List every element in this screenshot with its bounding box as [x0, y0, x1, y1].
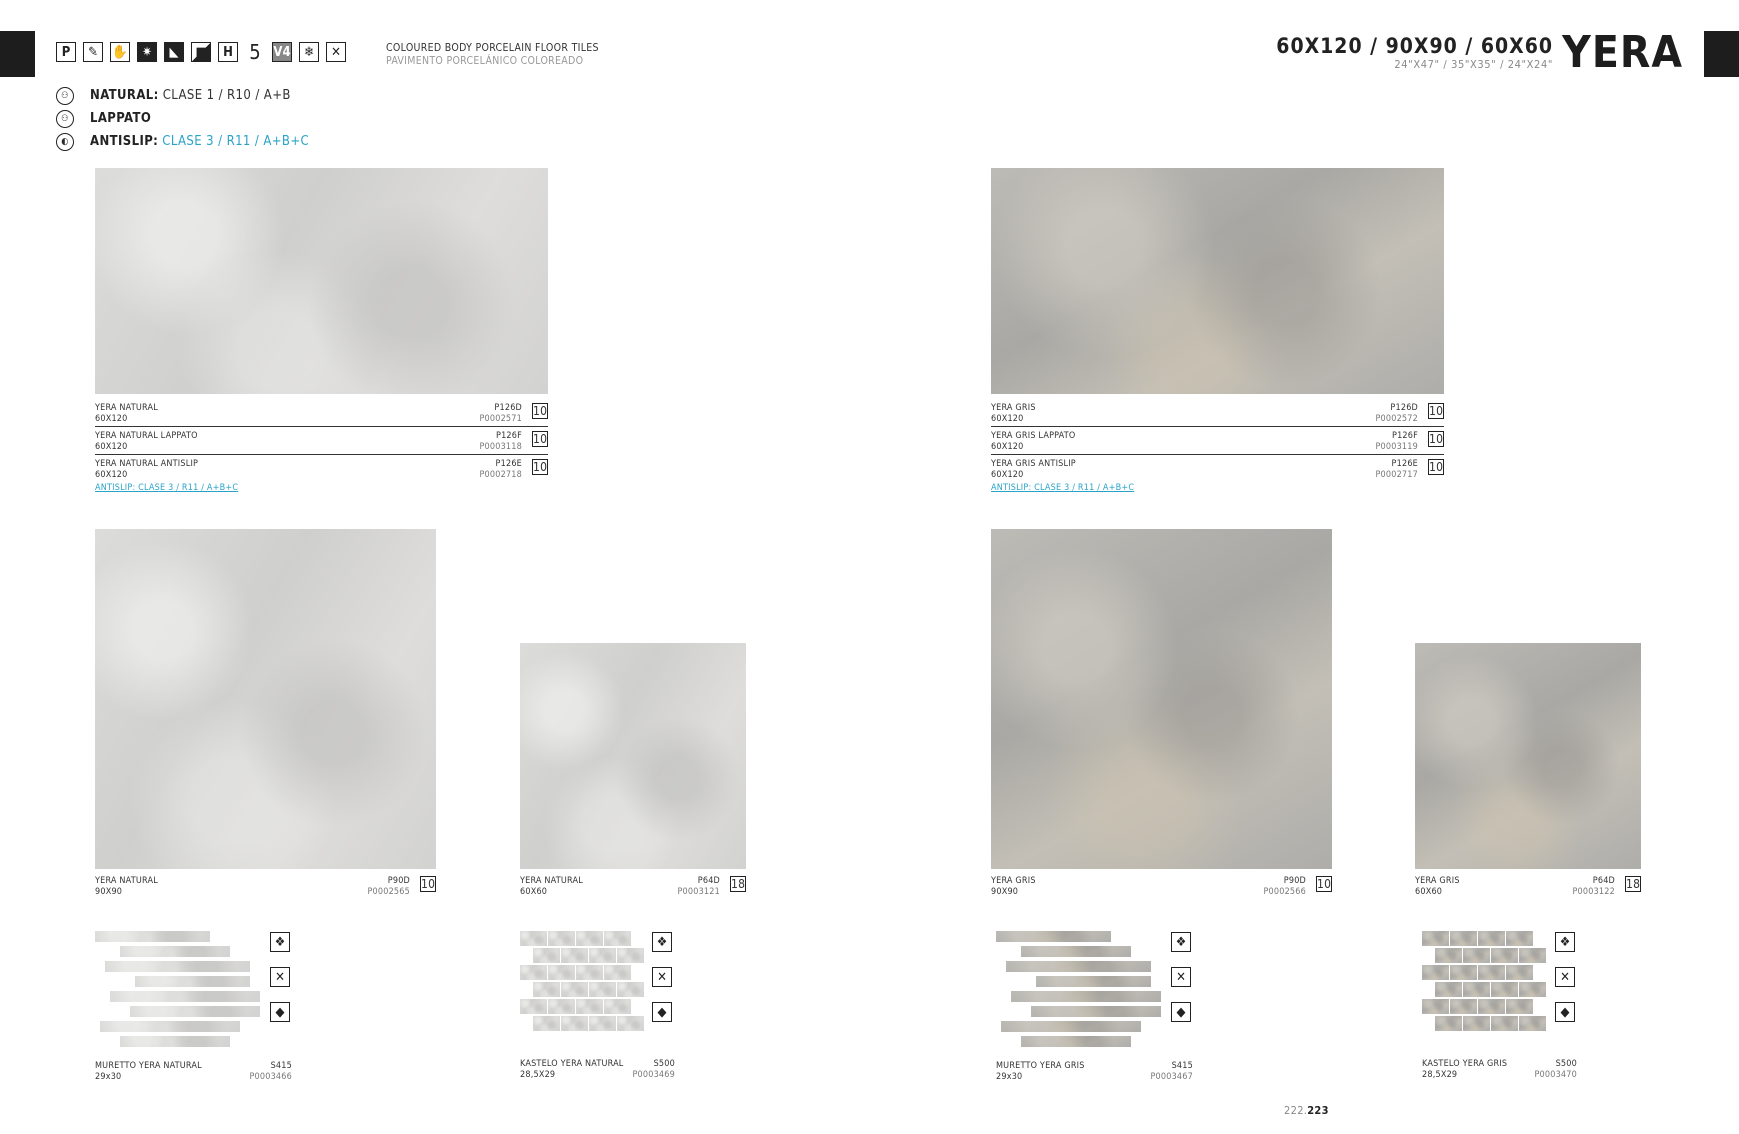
- product-name: YERA GRIS LAPPATO: [991, 431, 1076, 441]
- mosaic-brick: [1519, 1016, 1546, 1031]
- mosaic-size: 28,5X29: [1422, 1069, 1458, 1080]
- foot-icon: ◐: [56, 133, 74, 151]
- thickness-icon: 5: [249, 40, 261, 64]
- formats-cm: 60X120 / 90X90 / 60X60: [1276, 34, 1553, 58]
- p-icon: P: [56, 42, 76, 62]
- product-size: 60X120: [95, 441, 128, 452]
- mosaic-brick: [561, 1016, 588, 1031]
- mosaic-brick: [548, 965, 575, 980]
- mosaic-brick: [533, 1016, 560, 1031]
- product-name-block: [95, 403, 158, 424]
- mosaic-brick: [604, 965, 631, 980]
- product-code: P126D: [494, 403, 522, 413]
- pieces-per-box: 10: [1429, 404, 1444, 418]
- product-size: 90X90: [95, 886, 123, 897]
- product-code-block: [479, 403, 522, 424]
- diamonds-icon: ◆: [1555, 1002, 1575, 1022]
- pieces-per-box: 10: [1317, 877, 1332, 891]
- mosaic-brick: [548, 999, 575, 1014]
- product-ref: P0002572: [1375, 413, 1418, 424]
- mosaic-icons: [1555, 932, 1575, 1037]
- product-description: [386, 42, 599, 67]
- chemical-icon: ◩: [191, 42, 211, 62]
- mosaic-brick: [1519, 982, 1546, 997]
- pieces-per-box: 10: [1429, 432, 1444, 446]
- product-name-block: [1415, 876, 1460, 897]
- legend-natural: ⚇ NATURAL: CLASE 1 / R10 / A+B: [56, 84, 309, 107]
- frost-icon: ✷: [137, 42, 157, 62]
- product-row: [991, 400, 1444, 426]
- mosaic-pattern-icon: ❖: [1171, 932, 1191, 952]
- mosaic-brick: [1519, 948, 1546, 963]
- diamonds-icon: ◆: [270, 1002, 290, 1022]
- mosaic-brick: [520, 931, 547, 946]
- product-code: P64D: [697, 876, 720, 886]
- natural-muretto-mosaic: [95, 931, 265, 1051]
- mosaic-brick: [1478, 965, 1505, 980]
- mosaic-brick: [1463, 982, 1490, 997]
- mosaic-brick: [589, 948, 616, 963]
- frost-resistant-icon: ❄: [299, 42, 319, 62]
- mosaic-brick: [604, 999, 631, 1014]
- mosaic-brick: [520, 999, 547, 1014]
- shoe-icon: ⚇: [56, 110, 74, 128]
- product-name-block: [95, 876, 158, 897]
- mosaic-name: KASTELO YERA NATURAL: [520, 1059, 624, 1069]
- product-code-block: [1375, 431, 1418, 452]
- product-row: [95, 456, 548, 482]
- antislip-link: ANTISLIP: CLASE 3 / R11 / A+B+C: [95, 483, 239, 493]
- mosaic-strip: [120, 946, 230, 957]
- mosaic-strip: [1011, 991, 1161, 1002]
- mosaic-brick: [533, 982, 560, 997]
- product-name: YERA NATURAL ANTISLIP: [95, 459, 199, 469]
- product-row: [1415, 873, 1641, 899]
- mosaic-strip: [130, 1006, 260, 1017]
- product-code-block: [1375, 459, 1418, 480]
- mosaic-brick: [1435, 948, 1462, 963]
- product-ref: P0003121: [677, 886, 720, 897]
- product-name-block: [991, 431, 1075, 452]
- pieces-per-box: 10: [1429, 460, 1444, 474]
- pieces-per-box: 18: [731, 877, 746, 891]
- product-row: [95, 428, 548, 454]
- brand-title: YERA: [1562, 27, 1683, 78]
- mosaic-brick: [1506, 999, 1533, 1014]
- cross-icon: ✕: [652, 967, 672, 987]
- mosaic-brick: [589, 982, 616, 997]
- mosaic-brick: [561, 948, 588, 963]
- mosaic-strip: [1001, 1021, 1141, 1032]
- mosaic-brick: [1491, 1016, 1518, 1031]
- cross-icon: ✕: [1555, 967, 1575, 987]
- pieces-per-box: 10: [421, 877, 436, 891]
- mosaic-pattern-icon: ❖: [652, 932, 672, 952]
- mosaic-ref: P0003470: [1534, 1069, 1577, 1080]
- feature-icons: [56, 42, 346, 62]
- mosaic-strip: [1021, 946, 1131, 957]
- product-size: 60X120: [991, 413, 1024, 424]
- mosaic-code-block: [1534, 1059, 1577, 1080]
- product-size: 60X60: [1415, 886, 1443, 897]
- product-code: P126F: [496, 431, 522, 441]
- product-code: P126D: [1390, 403, 1418, 413]
- product-name: YERA GRIS: [1415, 876, 1460, 886]
- mosaic-brick: [1463, 1016, 1490, 1031]
- mosaic-brick: [1450, 931, 1477, 946]
- product-code-block: [367, 876, 410, 897]
- product-name: YERA NATURAL: [520, 876, 583, 886]
- product-name-block: [991, 403, 1036, 424]
- mosaic-brick: [533, 948, 560, 963]
- mosaic-brick: [604, 931, 631, 946]
- product-size: 60X120: [991, 441, 1024, 452]
- mosaic-code: S500: [653, 1059, 675, 1069]
- product-name: YERA GRIS: [991, 876, 1036, 886]
- product-size: 60X60: [520, 886, 548, 897]
- mosaic-icons: [652, 932, 672, 1037]
- mosaic-strip: [1031, 1006, 1161, 1017]
- product-code-block: [479, 459, 522, 480]
- product-row: [991, 873, 1332, 899]
- mosaic-brick: [1435, 1016, 1462, 1031]
- mosaic-brick: [1435, 982, 1462, 997]
- slip-icon: ◣: [164, 42, 184, 62]
- mosaic-strip: [1021, 1036, 1131, 1047]
- product-name: YERA NATURAL: [95, 876, 158, 886]
- pieces-per-box: 10: [533, 432, 548, 446]
- mosaic-strip: [100, 1021, 240, 1032]
- mosaic-strip: [95, 931, 210, 942]
- mosaic-strip: [105, 961, 250, 972]
- formats-inch: 24"X47" / 35"X35" / 24"X24": [1394, 58, 1553, 71]
- cross-icon: ✕: [1171, 967, 1191, 987]
- left-page-tab: [0, 31, 35, 77]
- product-code-block: [1572, 876, 1615, 897]
- mosaic-size: 28,5X29: [520, 1069, 556, 1080]
- mosaic-brick: [520, 965, 547, 980]
- mosaic-brick: [576, 931, 603, 946]
- mosaic-brick: [589, 1016, 616, 1031]
- mosaic-brick: [1450, 999, 1477, 1014]
- diamonds-icon: ◆: [652, 1002, 672, 1022]
- cross-icon: ✕: [270, 967, 290, 987]
- stain-resistant-icon: ✎: [83, 42, 103, 62]
- shoe-icon: ⚇: [56, 87, 74, 105]
- product-code-block: [677, 876, 720, 897]
- mosaic-strip: [110, 991, 260, 1002]
- gris-tile-60x120: [991, 168, 1444, 394]
- product-ref: P0002565: [367, 886, 410, 897]
- mosaic-brick: [548, 931, 575, 946]
- product-name: YERA GRIS: [991, 403, 1036, 413]
- product-code: P126E: [1391, 459, 1418, 469]
- product-ref: P0002566: [1263, 886, 1306, 897]
- mosaic-brick: [1478, 999, 1505, 1014]
- legend-lappato: ⚇ LAPPATO: [56, 107, 309, 130]
- mosaic-brick: [561, 982, 588, 997]
- product-name-block: [991, 459, 1076, 480]
- mosaic-code: S415: [1171, 1061, 1193, 1071]
- product-ref: P0002717: [1375, 469, 1418, 480]
- product-row: [991, 456, 1444, 482]
- product-code-block: [479, 431, 522, 452]
- mosaic-name: MURETTO YERA NATURAL: [95, 1061, 202, 1071]
- gris-tile-90x90: [991, 529, 1332, 869]
- mosaic-strip: [996, 931, 1111, 942]
- description-es: PAVIMENTO PORCELÁNICO COLOREADO: [386, 55, 584, 67]
- pieces-per-box: 10: [533, 404, 548, 418]
- mosaic-ref: P0003467: [1150, 1071, 1193, 1082]
- mosaic-brick: [1478, 931, 1505, 946]
- gris-tile-60x60: [1415, 643, 1641, 869]
- mosaic-name-block: [95, 1061, 202, 1082]
- mosaic-size: 29x30: [996, 1071, 1023, 1082]
- product-name-block: [95, 459, 198, 480]
- product-ref: P0003119: [1375, 441, 1418, 452]
- mosaic-code: S500: [1555, 1059, 1577, 1069]
- product-name-block: [991, 876, 1036, 897]
- mosaic-brick: [1491, 948, 1518, 963]
- product-row: [991, 428, 1444, 454]
- product-code: P90D: [1283, 876, 1306, 886]
- product-size: 60X120: [95, 413, 128, 424]
- mosaic-brick: [1463, 948, 1490, 963]
- product-name-block: [95, 431, 198, 452]
- mosaic-brick: [617, 982, 644, 997]
- product-size: 60X120: [95, 469, 128, 480]
- mosaic-brick: [617, 1016, 644, 1031]
- product-ref: P0002571: [479, 413, 522, 424]
- mosaic-size: 29x30: [95, 1071, 122, 1082]
- mosaic-code-block: [1150, 1061, 1193, 1082]
- mosaic-brick: [1506, 965, 1533, 980]
- product-code: P90D: [387, 876, 410, 886]
- mosaic-strip: [1006, 961, 1151, 972]
- product-code: P126F: [1392, 431, 1418, 441]
- finish-legend: [56, 84, 309, 153]
- product-size: 90X90: [991, 886, 1019, 897]
- product-row: [95, 873, 436, 899]
- natural-tile-90x90: [95, 529, 436, 869]
- natural-tile-60x120: [95, 168, 548, 394]
- row-separator: [991, 426, 1444, 427]
- mosaic-ref: P0003466: [249, 1071, 292, 1082]
- rectified-icon: H: [218, 42, 238, 62]
- mosaic-name: KASTELO YERA GRIS: [1422, 1059, 1508, 1069]
- natural-kastelo-mosaic: [520, 931, 640, 1041]
- product-ref: P0002718: [479, 469, 522, 480]
- product-name: YERA GRIS ANTISLIP: [991, 459, 1076, 469]
- right-page-tab: [1704, 31, 1739, 77]
- product-row: [95, 400, 548, 426]
- hand-icon: ✋: [110, 42, 130, 62]
- product-code: P126E: [495, 459, 522, 469]
- product-name: YERA NATURAL: [95, 403, 158, 413]
- no-wall-icon: ✕: [326, 42, 346, 62]
- mosaic-brick: [576, 965, 603, 980]
- mosaic-name-block: [996, 1061, 1085, 1082]
- mosaic-brick: [617, 948, 644, 963]
- mosaic-brick: [1422, 999, 1449, 1014]
- product-ref: P0003122: [1572, 886, 1615, 897]
- pieces-per-box: 18: [1626, 877, 1641, 891]
- pieces-per-box: 10: [533, 460, 548, 474]
- mosaic-pattern-icon: ❖: [1555, 932, 1575, 952]
- mosaic-code-block: [249, 1061, 292, 1082]
- formats: [1276, 34, 1553, 71]
- product-code: P64D: [1592, 876, 1615, 886]
- mosaic-icons: [270, 932, 290, 1037]
- mosaic-name-block: [520, 1059, 624, 1080]
- product-size: 60X120: [991, 469, 1024, 480]
- mosaic-brick: [1506, 931, 1533, 946]
- gris-kastelo-mosaic: [1422, 931, 1542, 1041]
- mosaic-brick: [1491, 982, 1518, 997]
- mosaic-strip: [1036, 976, 1151, 987]
- product-name-block: [520, 876, 583, 897]
- diamonds-icon: ◆: [1171, 1002, 1191, 1022]
- mosaic-code-block: [632, 1059, 675, 1080]
- mosaic-brick: [576, 999, 603, 1014]
- natural-tile-60x60: [520, 643, 746, 869]
- product-ref: P0003118: [479, 441, 522, 452]
- mosaic-name: MURETTO YERA GRIS: [996, 1061, 1085, 1071]
- product-row: [520, 873, 746, 899]
- row-separator: [95, 426, 548, 427]
- antislip-link: ANTISLIP: CLASE 3 / R11 / A+B+C: [991, 483, 1135, 493]
- mosaic-pattern-icon: ❖: [270, 932, 290, 952]
- mosaic-icons: [1171, 932, 1191, 1037]
- mosaic-strip: [135, 976, 250, 987]
- page-number: 222.223: [1284, 1104, 1329, 1117]
- mosaic-name-block: [1422, 1059, 1507, 1080]
- row-separator: [991, 454, 1444, 455]
- mosaic-strip: [120, 1036, 230, 1047]
- mosaic-brick: [1422, 931, 1449, 946]
- product-code-block: [1375, 403, 1418, 424]
- mosaic-brick: [1422, 965, 1449, 980]
- mosaic-ref: P0003469: [632, 1069, 675, 1080]
- mosaic-code: S415: [270, 1061, 292, 1071]
- legend-antislip: ◐ ANTISLIP: CLASE 3 / R11 / A+B+C: [56, 130, 309, 153]
- mosaic-brick: [1450, 965, 1477, 980]
- product-code-block: [1263, 876, 1306, 897]
- gris-muretto-mosaic: [996, 931, 1166, 1051]
- shade-variation-icon: V4: [272, 42, 292, 62]
- product-name: YERA NATURAL LAPPATO: [95, 431, 198, 441]
- description-en: COLOURED BODY PORCELAIN FLOOR TILES: [386, 42, 599, 54]
- row-separator: [95, 454, 548, 455]
